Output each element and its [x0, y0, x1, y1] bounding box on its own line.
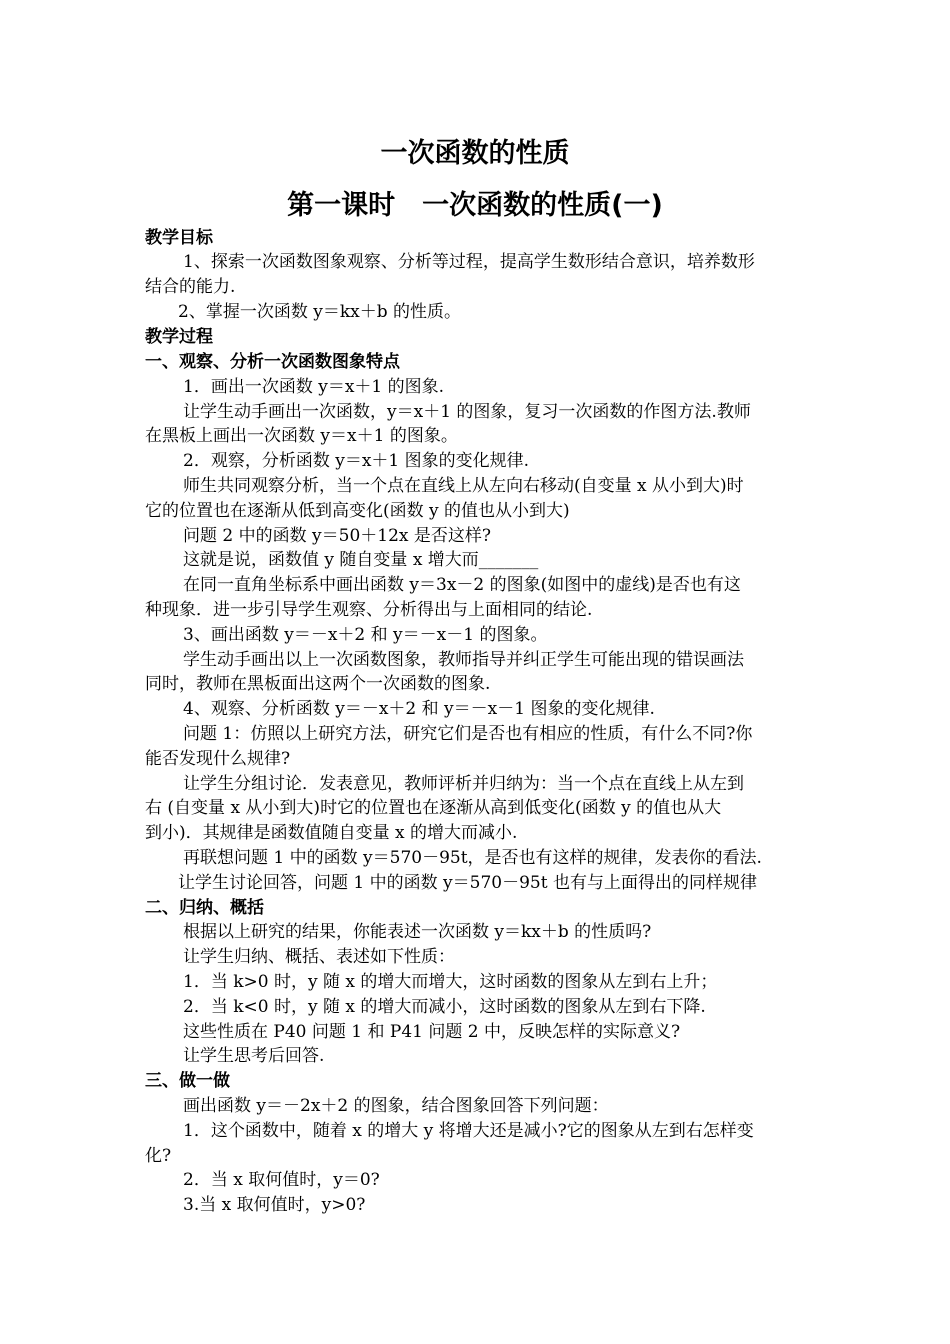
- paragraph-line: 在同一直角坐标系中画出函数 y＝3x－2 的图象(如图中的虚线)是否也有这: [183, 575, 741, 595]
- paragraph-line: 让学生思考后回答.: [183, 1046, 325, 1066]
- paragraph-line: 在黑板上画出一次函数 y＝x＋1 的图象。: [145, 426, 458, 446]
- document-subtitle: 第一课时 一次函数的性质(一): [287, 190, 663, 221]
- document-title: 一次函数的性质: [380, 138, 570, 169]
- paragraph-line: 1．这个函数中，随着 x 的增大 y 将增大还是减小?它的图象从左到右怎样变: [183, 1121, 754, 1141]
- paragraph-line: 2、掌握一次函数 y＝kx＋b 的性质。: [178, 302, 461, 322]
- paragraph-line: 3.当 x 取何值时，y>0?: [183, 1195, 366, 1215]
- section-heading-2: 二、归纳、概括: [145, 898, 264, 918]
- paragraph-line: 根据以上研究的结果，你能表述一次函数 y＝kx＋b 的性质吗?: [183, 922, 652, 942]
- paragraph-line: 让学生归纳、概括、表述如下性质：: [183, 947, 455, 967]
- section-heading-goals: 教学目标: [145, 228, 213, 248]
- paragraph-line: 能否发现什么规律?: [145, 749, 291, 769]
- paragraph-line: 1．画出一次函数 y＝x＋1 的图象.: [183, 377, 445, 397]
- paragraph-line: 同时，教师在黑板面出这两个一次函数的图象.: [145, 674, 491, 694]
- paragraph-line: 右 (自变量 x 从小到大)时它的位置也在逐渐从高到低变化(函数 y 的值也从大: [145, 798, 722, 818]
- paragraph-line: 画出函数 y＝－2x＋2 的图象，结合图象回答下列问题：: [183, 1096, 609, 1116]
- section-heading-process: 教学过程: [145, 327, 213, 347]
- paragraph-line: 1、探索一次函数图象观察、分析等过程，提高学生数形结合意识，培养数形: [183, 252, 755, 272]
- paragraph-line: 这就是说，函数值 y 随自变量 x 增大而_______: [183, 550, 539, 570]
- paragraph-line: 问题 1：仿照以上研究方法，研究它们是否也有相应的性质，有什么不同?你: [183, 724, 753, 744]
- paragraph-line: 结合的能力.: [145, 277, 236, 297]
- paragraph-line: 让学生动手画出一次函数，y＝x＋1 的图象，复习一次函数的作图方法.教师: [183, 402, 751, 422]
- paragraph-line: 种现象．进一步引导学生观察、分析得出与上面相同的结论.: [145, 600, 593, 620]
- paragraph-line: 到小)．其规律是函数值随自变量 x 的增大而减小.: [145, 823, 518, 843]
- paragraph-line: 师生共同观察分析，当一个点在直线上从左向右移动(自变量 x 从小到大)时: [183, 476, 744, 496]
- paragraph-line: 这些性质在 P40 问题 1 和 P41 问题 2 中，反映怎样的实际意义?: [183, 1022, 681, 1042]
- paragraph-line: 让学生分组讨论．发表意见，教师评析并归纳为：当一个点在直线上从左到: [183, 774, 744, 794]
- section-heading-1: 一、观察、分析一次函数图象特点: [145, 352, 400, 372]
- paragraph-line: 学生动手画出以上一次函数图象，教师指导并纠正学生可能出现的错误画法: [183, 650, 744, 670]
- paragraph-line: 问题 2 中的函数 y＝50＋12x 是否这样?: [183, 526, 491, 546]
- paragraph-line: 2．当 k<0 时，y 随 x 的增大而减小，这时函数的图象从左到右下降.: [183, 997, 706, 1017]
- paragraph-line: 1．当 k>0 时，y 随 x 的增大而增大，这时函数的图象从左到右上升；: [183, 972, 718, 992]
- paragraph-line: 让学生讨论回答，问题 1 中的函数 y＝570－95t 也有与上面得出的同样规律: [178, 873, 757, 893]
- paragraph-line: 化?: [145, 1146, 172, 1166]
- paragraph-line: 2．当 x 取何值时，y＝0?: [183, 1170, 380, 1190]
- paragraph-line: 3、画出函数 y＝－x＋2 和 y＝－x－1 的图象。: [183, 625, 548, 645]
- paragraph-line: 再联想问题 1 中的函数 y＝570－95t，是否也有这样的规律，发表你的看法.: [183, 848, 762, 868]
- paragraph-line: 2．观察，分析函数 y＝x＋1 图象的变化规律.: [183, 451, 530, 471]
- paragraph-line: 它的位置也在逐渐从低到高变化(函数 y 的值也从小到大): [145, 501, 570, 521]
- section-heading-3: 三、做一做: [145, 1071, 230, 1091]
- paragraph-line: 4、观察、分析函数 y＝－x＋2 和 y＝－x－1 图象的变化规律.: [183, 699, 655, 719]
